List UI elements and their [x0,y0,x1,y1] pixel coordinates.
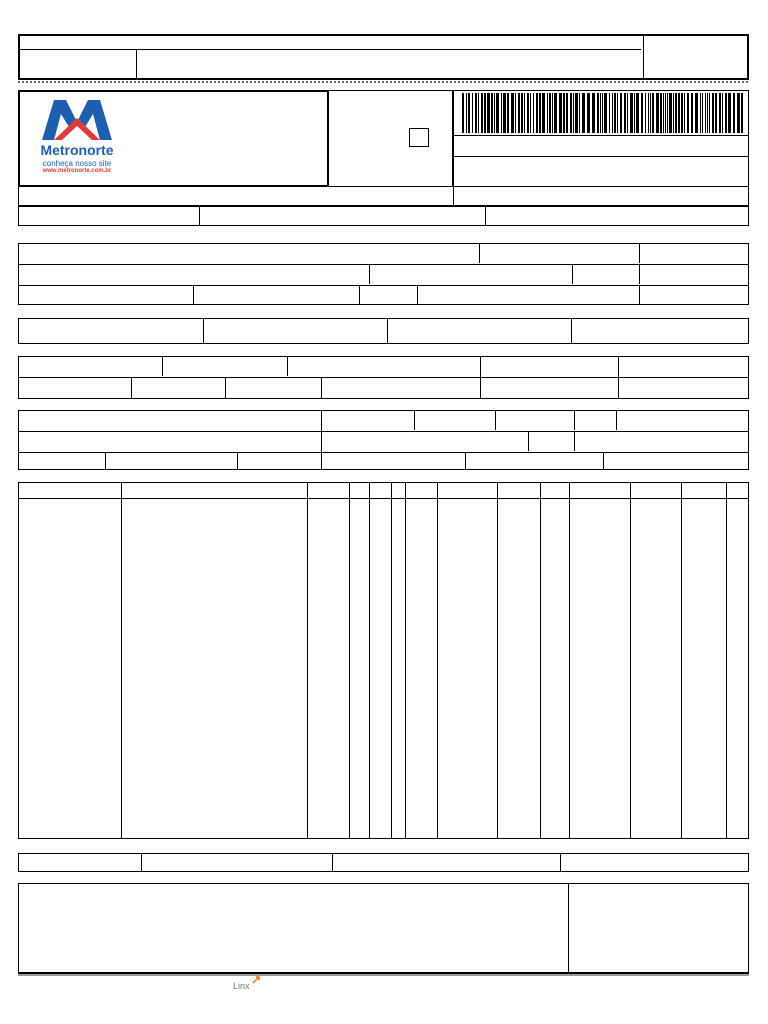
barcode-bar [656,93,659,133]
barcode-bar [582,93,585,133]
barcode-bar [573,93,574,133]
barcode-bar [533,93,534,133]
barcode-bar [539,93,541,133]
linx-accent-icon [252,976,260,984]
barcode-bar [478,93,479,133]
barcode-bar [494,93,495,133]
barcode-bar [684,93,685,133]
cut-line [18,81,748,83]
barcode-bar [737,93,740,133]
carrier-block [18,410,749,470]
barcode-bar [559,93,562,133]
barcode-bar [707,93,708,133]
brand-tagline: conheça nosso site [42,159,112,168]
barcode-bar [620,93,622,133]
state-registration-row [18,206,749,226]
barcode-bar [634,93,635,133]
barcode-bar [641,93,643,133]
barcode-bar [667,93,668,133]
barcode-bar [669,93,672,133]
barcode-bar [612,93,613,133]
barcode-bar [462,93,464,133]
barcode-bar [570,93,572,133]
barcode-bar [627,93,628,133]
barcode-bar [645,93,646,133]
barcode-bar [600,93,601,133]
barcode-bar [663,93,664,133]
barcode-bar [592,93,595,133]
barcode-bar [597,93,599,133]
recipient-block [18,243,749,305]
barcode-bar [530,93,531,133]
barcode-bar [614,93,616,133]
barcode-bar [702,93,703,133]
brand-website: www.metronorte.com.br [42,168,112,174]
brand-name: Metronorte [40,142,114,158]
barcode-bar [521,93,523,133]
barcode-bar [549,93,551,133]
barcode-bar [542,93,545,133]
barcode-bar [728,93,731,133]
barcode-bar [636,93,639,133]
barcode-bar [741,93,743,133]
barcode-bar [709,93,710,133]
barcode-bar [681,93,683,133]
barcode-bar [566,93,568,133]
barcode-bar [673,93,674,133]
tax-calculation-block [18,356,749,399]
barcode-bar [604,93,607,133]
barcode-bar [700,93,701,133]
barcode-bar [648,93,649,133]
barcode-bar [725,93,727,133]
barcode-bar [511,93,514,133]
barcode-bar [507,93,509,133]
barcode-bar [468,93,470,133]
barcode-bar [712,93,714,133]
receipt-stub [18,34,749,80]
barcode-bar [515,93,516,133]
barcode-bar [695,93,698,133]
barcode-bar [472,93,473,133]
barcode-bar [518,93,520,133]
barcode-bar [552,93,553,133]
barcode-bar [475,93,477,133]
barcode-bar [587,93,590,133]
barcode-bar [609,93,610,133]
barcode-bar [501,93,502,133]
barcode-bar [624,93,626,133]
barcode-bar [733,93,735,133]
barcode-bar [705,93,706,133]
operation-type-checkbox[interactable] [409,128,429,147]
barcode-bar [660,93,662,133]
barcode-bar [481,93,483,133]
barcode-bar [652,93,654,133]
barcode [462,93,744,133]
barcode-bar [575,93,578,133]
barcode-bar [487,93,490,133]
barcode-bar [484,93,486,133]
barcode-bar [491,93,493,133]
access-key-box [453,90,749,187]
barcode-bar [602,93,603,133]
barcode-bar [617,93,618,133]
barcode-bar [554,93,557,133]
bottom-rule [18,974,749,976]
barcode-bar [722,93,723,133]
nature-of-operation-row [18,187,749,206]
barcode-bar [527,93,529,133]
barcode-bar [579,93,580,133]
company-logo [32,98,122,178]
operation-type-box [329,90,453,187]
issqn-block [18,853,749,872]
barcode-bar [524,93,525,133]
barcode-bar [466,93,467,133]
barcode-bar [503,93,506,133]
barcode-bar [678,93,680,133]
barcode-bar [715,93,717,133]
software-mark [233,976,263,990]
linx-logo-text: Linx [233,981,250,991]
invoice-block [18,318,749,344]
barcode-bar [547,93,548,133]
products-table [18,482,749,839]
additional-info-block [18,883,749,974]
barcode-bar [496,93,499,133]
barcode-bar [630,93,633,133]
barcode-bar [536,93,538,133]
barcode-bar [719,93,721,133]
barcode-bar [563,93,565,133]
barcode-bar [687,93,689,133]
issuer-box [18,90,329,187]
barcode-bar [665,93,666,133]
metronorte-m-icon [40,98,114,142]
barcode-bar [691,93,693,133]
barcode-bar [650,93,651,133]
barcode-bar [675,93,677,133]
